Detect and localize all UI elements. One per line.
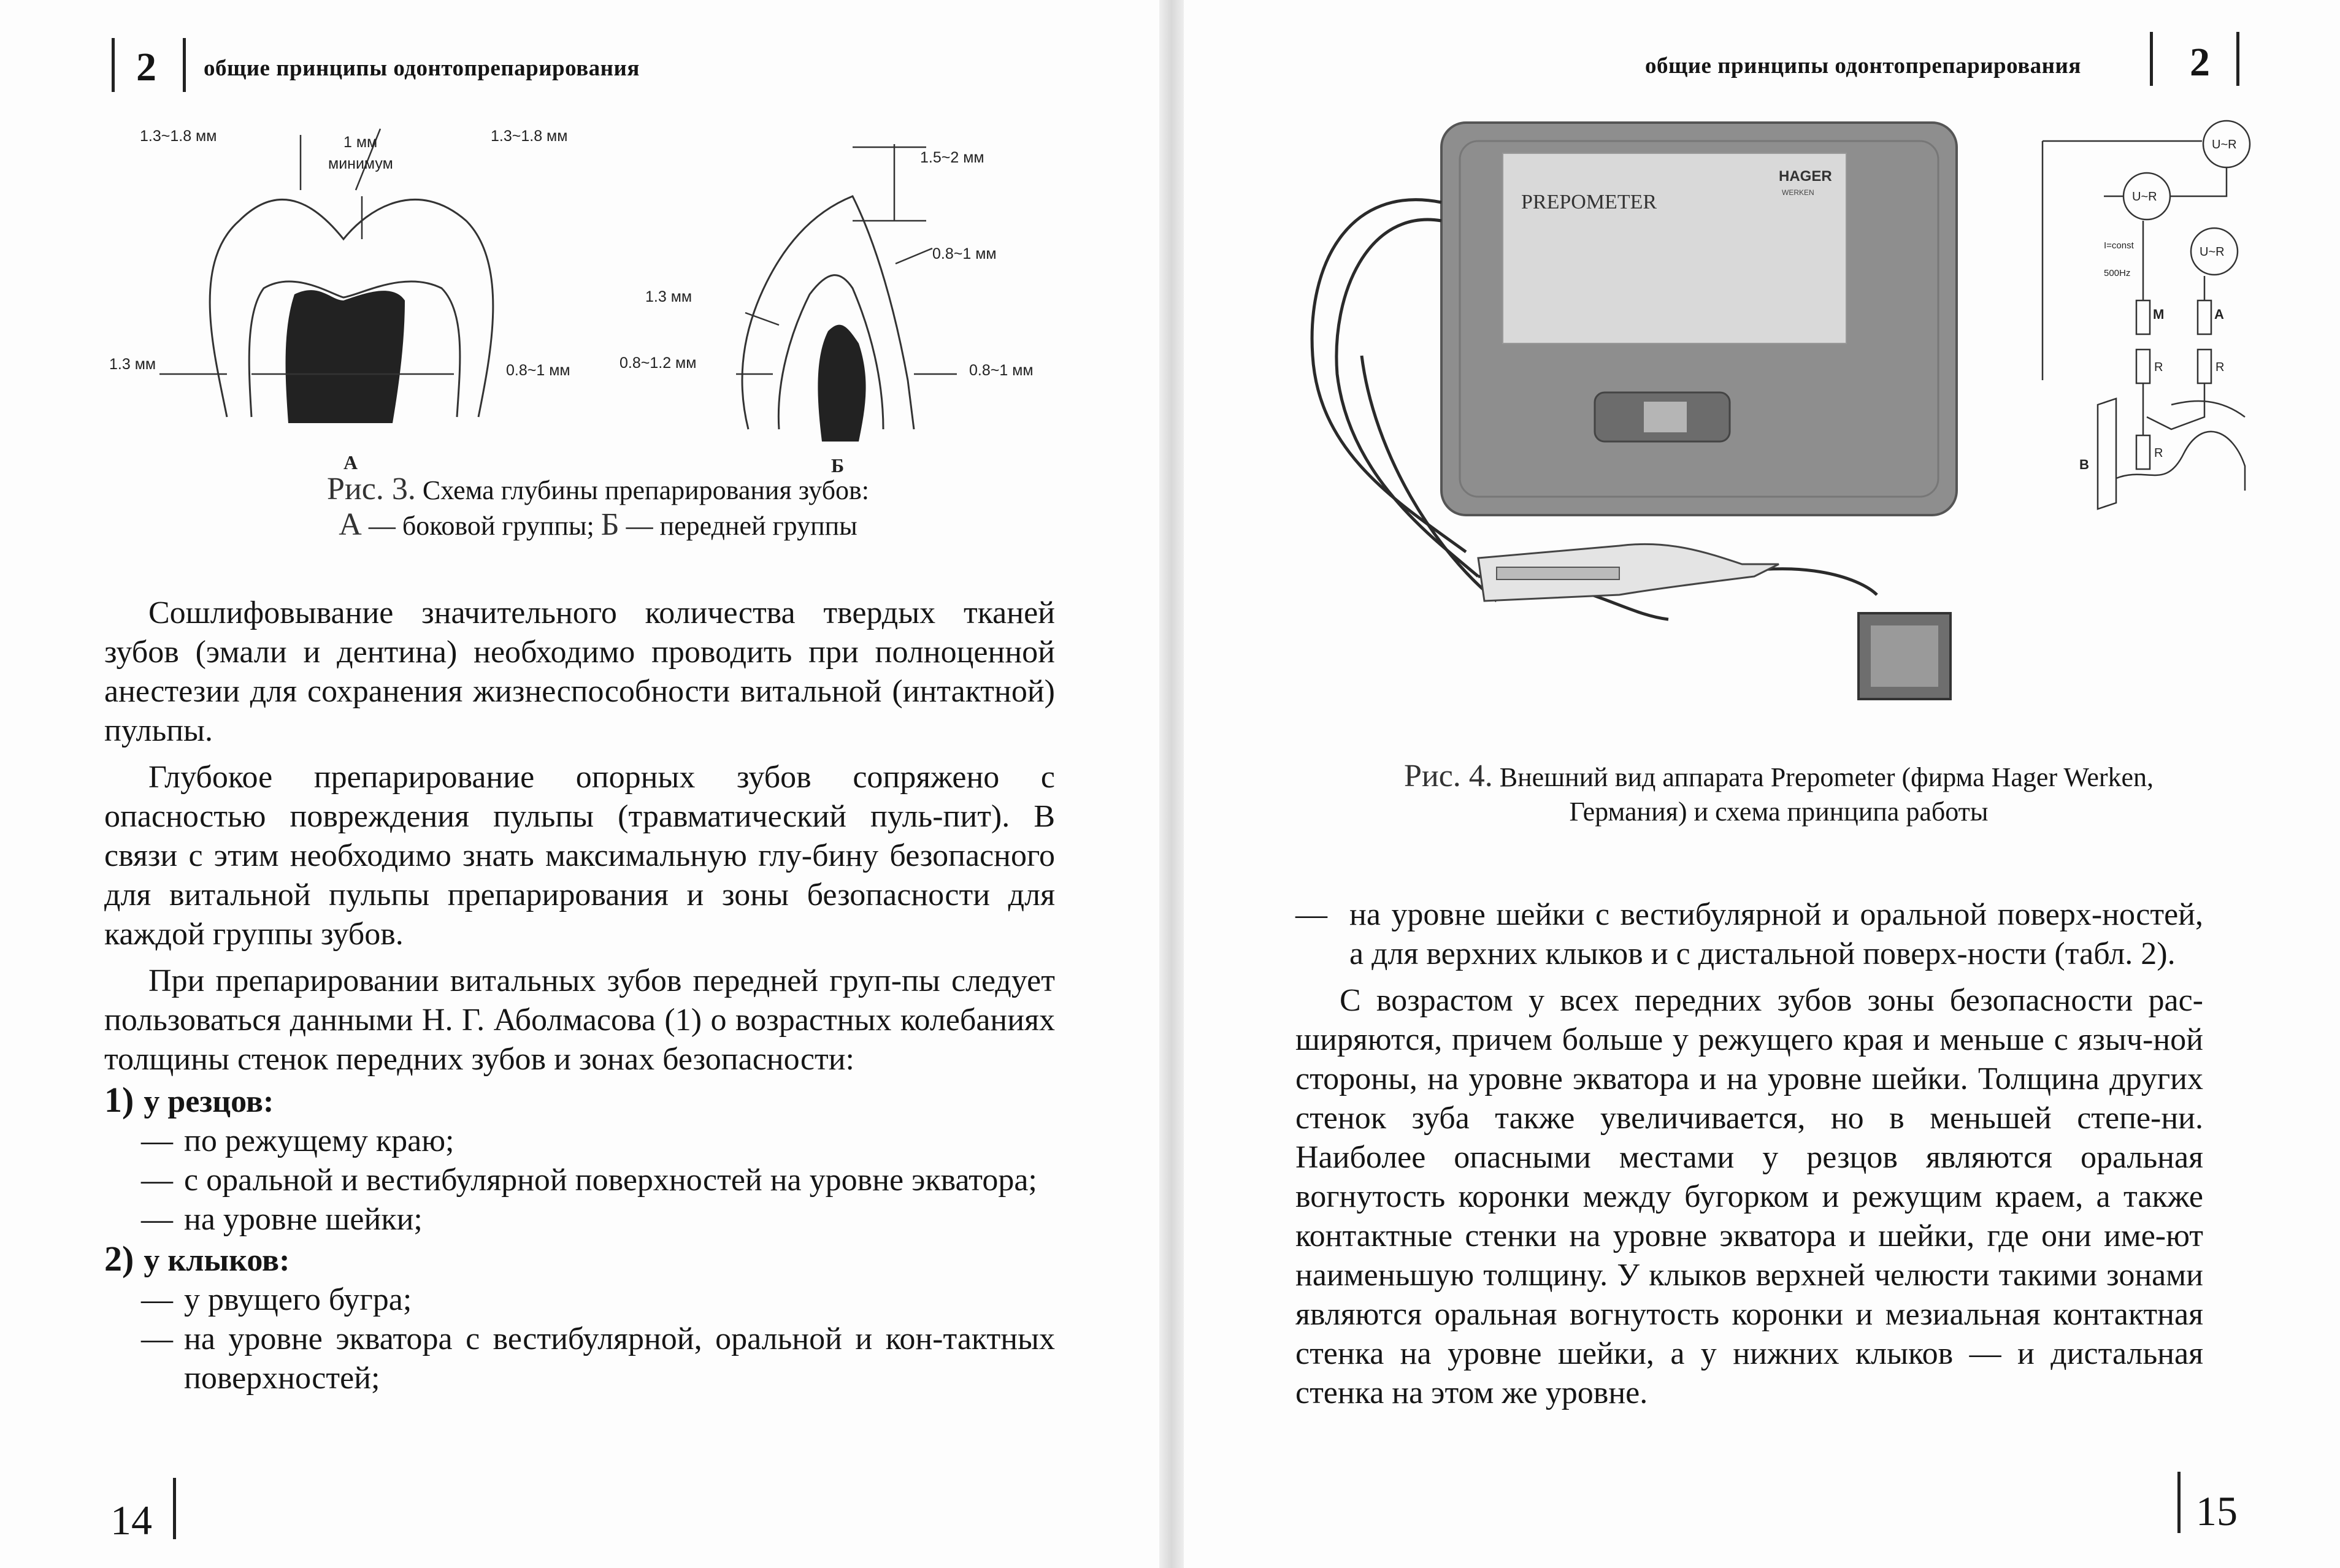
schematic-label: R	[2154, 446, 2163, 460]
right-body-text	[1295, 895, 2203, 1413]
paragraph: Глубокое препарирование опорных зубов сопряжено с опасностью повреждения пульпы (травматический пуль-пит). В связи с этим необходимо знать максимальную глу-бину безопасного для витальной пульпы препарирования и зоны безопасности для каждой группы зубов.	[104, 760, 1055, 952]
page-number: 15	[2196, 1488, 2238, 1534]
dash: —	[141, 1202, 173, 1237]
list-item	[1295, 895, 2203, 974]
list-item-text: на уровне шейки;	[184, 1202, 423, 1237]
caption-text: — боковой группы;	[361, 511, 601, 541]
figure-4-caption	[1270, 759, 2288, 829]
probe-leds	[1497, 567, 1619, 579]
paragraph: С возрастом у всех передних зубов зоны безопасности рас-ширяются, причем больше у режущего края и меньше с языч-ной стороны, на уровне экватора и на уровне шейки. Толщина других стенок зуба также увеличивается, но в меньшей степе-ни. Наиболее опасными местами у резцов являются оральная вогнутость коронки между бугорком и режущим краем, а также контактные стенки на уровне экватора и шейки, где они име-ют наименьшую толщину. У клыков верхней челюсти такими зонами являются оральная вогнутость коронки и мезиальная контактная стенка на уровне шейки, а у нижних клыков — и дистальная стенка на этом же уровне.	[1295, 983, 2203, 1410]
figure-4-device-photo	[1276, 110, 2036, 724]
dash: —	[141, 1123, 173, 1158]
schematic-label: R	[2215, 361, 2225, 374]
dash: —	[141, 1163, 173, 1198]
list-item-text: у рвущего бугра;	[184, 1282, 412, 1317]
caption-text: — передней группы	[619, 511, 857, 541]
running-header: общие принципы одонтопрепарирования	[204, 56, 640, 81]
list-title: у клыков:	[144, 1243, 290, 1278]
fig3-label: 0.8~1 мм	[932, 245, 997, 262]
list-title: у резцов:	[144, 1084, 274, 1119]
footer-rule	[2177, 1472, 2181, 1533]
caption-text: Внешний вид аппарата Prepometer (фирма Hager Werken,	[1492, 762, 2154, 792]
caption-text: Схема глубины препарирования зубов:	[415, 475, 869, 505]
schematic-label: U~R	[2212, 138, 2237, 151]
fig3-label: 1.3~1.8 мм	[491, 128, 568, 145]
left-page	[0, 0, 1159, 1568]
schematic-label: U~R	[2132, 190, 2157, 204]
brand-sub-text: WERKEN	[1782, 188, 1814, 197]
figure-3-tooth-diagram	[98, 110, 1080, 478]
list-item	[104, 1122, 1055, 1161]
caption-letter: Б	[600, 507, 620, 542]
schematic-label: R	[2154, 361, 2163, 374]
dash: —	[1295, 897, 1327, 932]
fig3-label: 1 мм	[343, 134, 378, 151]
schematic-label: B	[2079, 457, 2089, 472]
list-heading	[104, 1239, 1055, 1280]
brand-text: HAGER	[1779, 168, 1832, 185]
list-item-text: по режущему краю;	[184, 1123, 455, 1158]
header-rule	[2236, 32, 2239, 86]
paragraph: Сошлифовывание значительного количества твердых тканей зубов (эмали и дентина) необходимо проводить при полноценной анестезии для сохранения жизнеспособности витальной (интактной) пульпы.	[104, 595, 1055, 748]
schematic-label: U~R	[2200, 245, 2225, 259]
fig3-label: 0.8~1 мм	[506, 362, 570, 379]
list-item-text: на уровне экватора с вестибулярной, оральной и кон-тактных поверхностей;	[184, 1321, 1055, 1396]
schematic-label: M	[2153, 307, 2165, 322]
fig3-letter-b: Б	[831, 454, 845, 476]
list-item	[104, 1200, 1055, 1239]
list-number: 1)	[104, 1080, 134, 1120]
caption-text: Германия) и схема принципа работы	[1569, 797, 1989, 827]
fig3-label: 0.8~1 мм	[969, 362, 1034, 379]
schematic-label: I=const	[2104, 240, 2134, 251]
list-number: 2)	[104, 1239, 134, 1279]
fig3-label: 1.5~2 мм	[920, 149, 984, 166]
running-header: общие принципы одонтопрепарирования	[1645, 53, 2081, 78]
list-item-text: на уровне шейки с вестибулярной и оральной поверх-ностей, а для верхних клыков и с дистальной поверх-ности (табл. 2).	[1349, 897, 2203, 971]
left-body-text	[104, 594, 1055, 1398]
fig3-label: минимум	[328, 155, 393, 172]
fig3-label: 1.3 мм	[645, 288, 692, 305]
fig3-label: 0.8~1.2 мм	[620, 354, 697, 372]
dash: —	[141, 1321, 173, 1356]
schematic-label: 500Hz	[2104, 268, 2131, 278]
schematic-label: A	[2214, 307, 2224, 322]
header-rule	[183, 38, 186, 92]
caption-label: Рис. 4.	[1403, 759, 1493, 794]
dash: —	[141, 1282, 173, 1317]
caption-letter: А	[339, 507, 362, 542]
chapter-number: 2	[2190, 40, 2210, 85]
book-gutter	[1159, 0, 1184, 1568]
chapter-number: 2	[136, 45, 156, 90]
pulp-b	[818, 325, 865, 442]
figure-3-caption	[153, 472, 1043, 543]
case-latch	[1644, 402, 1687, 432]
list-item	[104, 1161, 1055, 1200]
header-rule	[112, 38, 115, 92]
footer-rule	[173, 1478, 176, 1539]
pulp-a	[286, 290, 405, 423]
list-item-text: с оральной и вестибулярной поверхностей на уровне экватора;	[184, 1163, 1037, 1198]
figure-4-schematic	[2024, 110, 2294, 515]
paragraph: При препарировании витальных зубов передней груп-пы следует пользоваться данными Н. Г. Аболмасова (1) о возрастных колебаниях толщины стенок передних зубов и зонах безопасности:	[104, 963, 1055, 1077]
fig3-letter-a: А	[343, 451, 358, 473]
list-item	[104, 1280, 1055, 1320]
right-page	[1184, 0, 2340, 1568]
fig3-label: 1.3~1.8 мм	[140, 128, 217, 145]
list-heading	[104, 1080, 1055, 1122]
caption-label: Рис. 3.	[327, 472, 416, 507]
fig3-label: 1.3 мм	[109, 356, 156, 373]
electrode-inner	[1871, 625, 1938, 687]
header-rule	[2150, 32, 2153, 86]
device-name-text: PREPOMETER	[1521, 191, 1657, 213]
list-item	[104, 1320, 1055, 1398]
page-number: 14	[110, 1497, 152, 1543]
